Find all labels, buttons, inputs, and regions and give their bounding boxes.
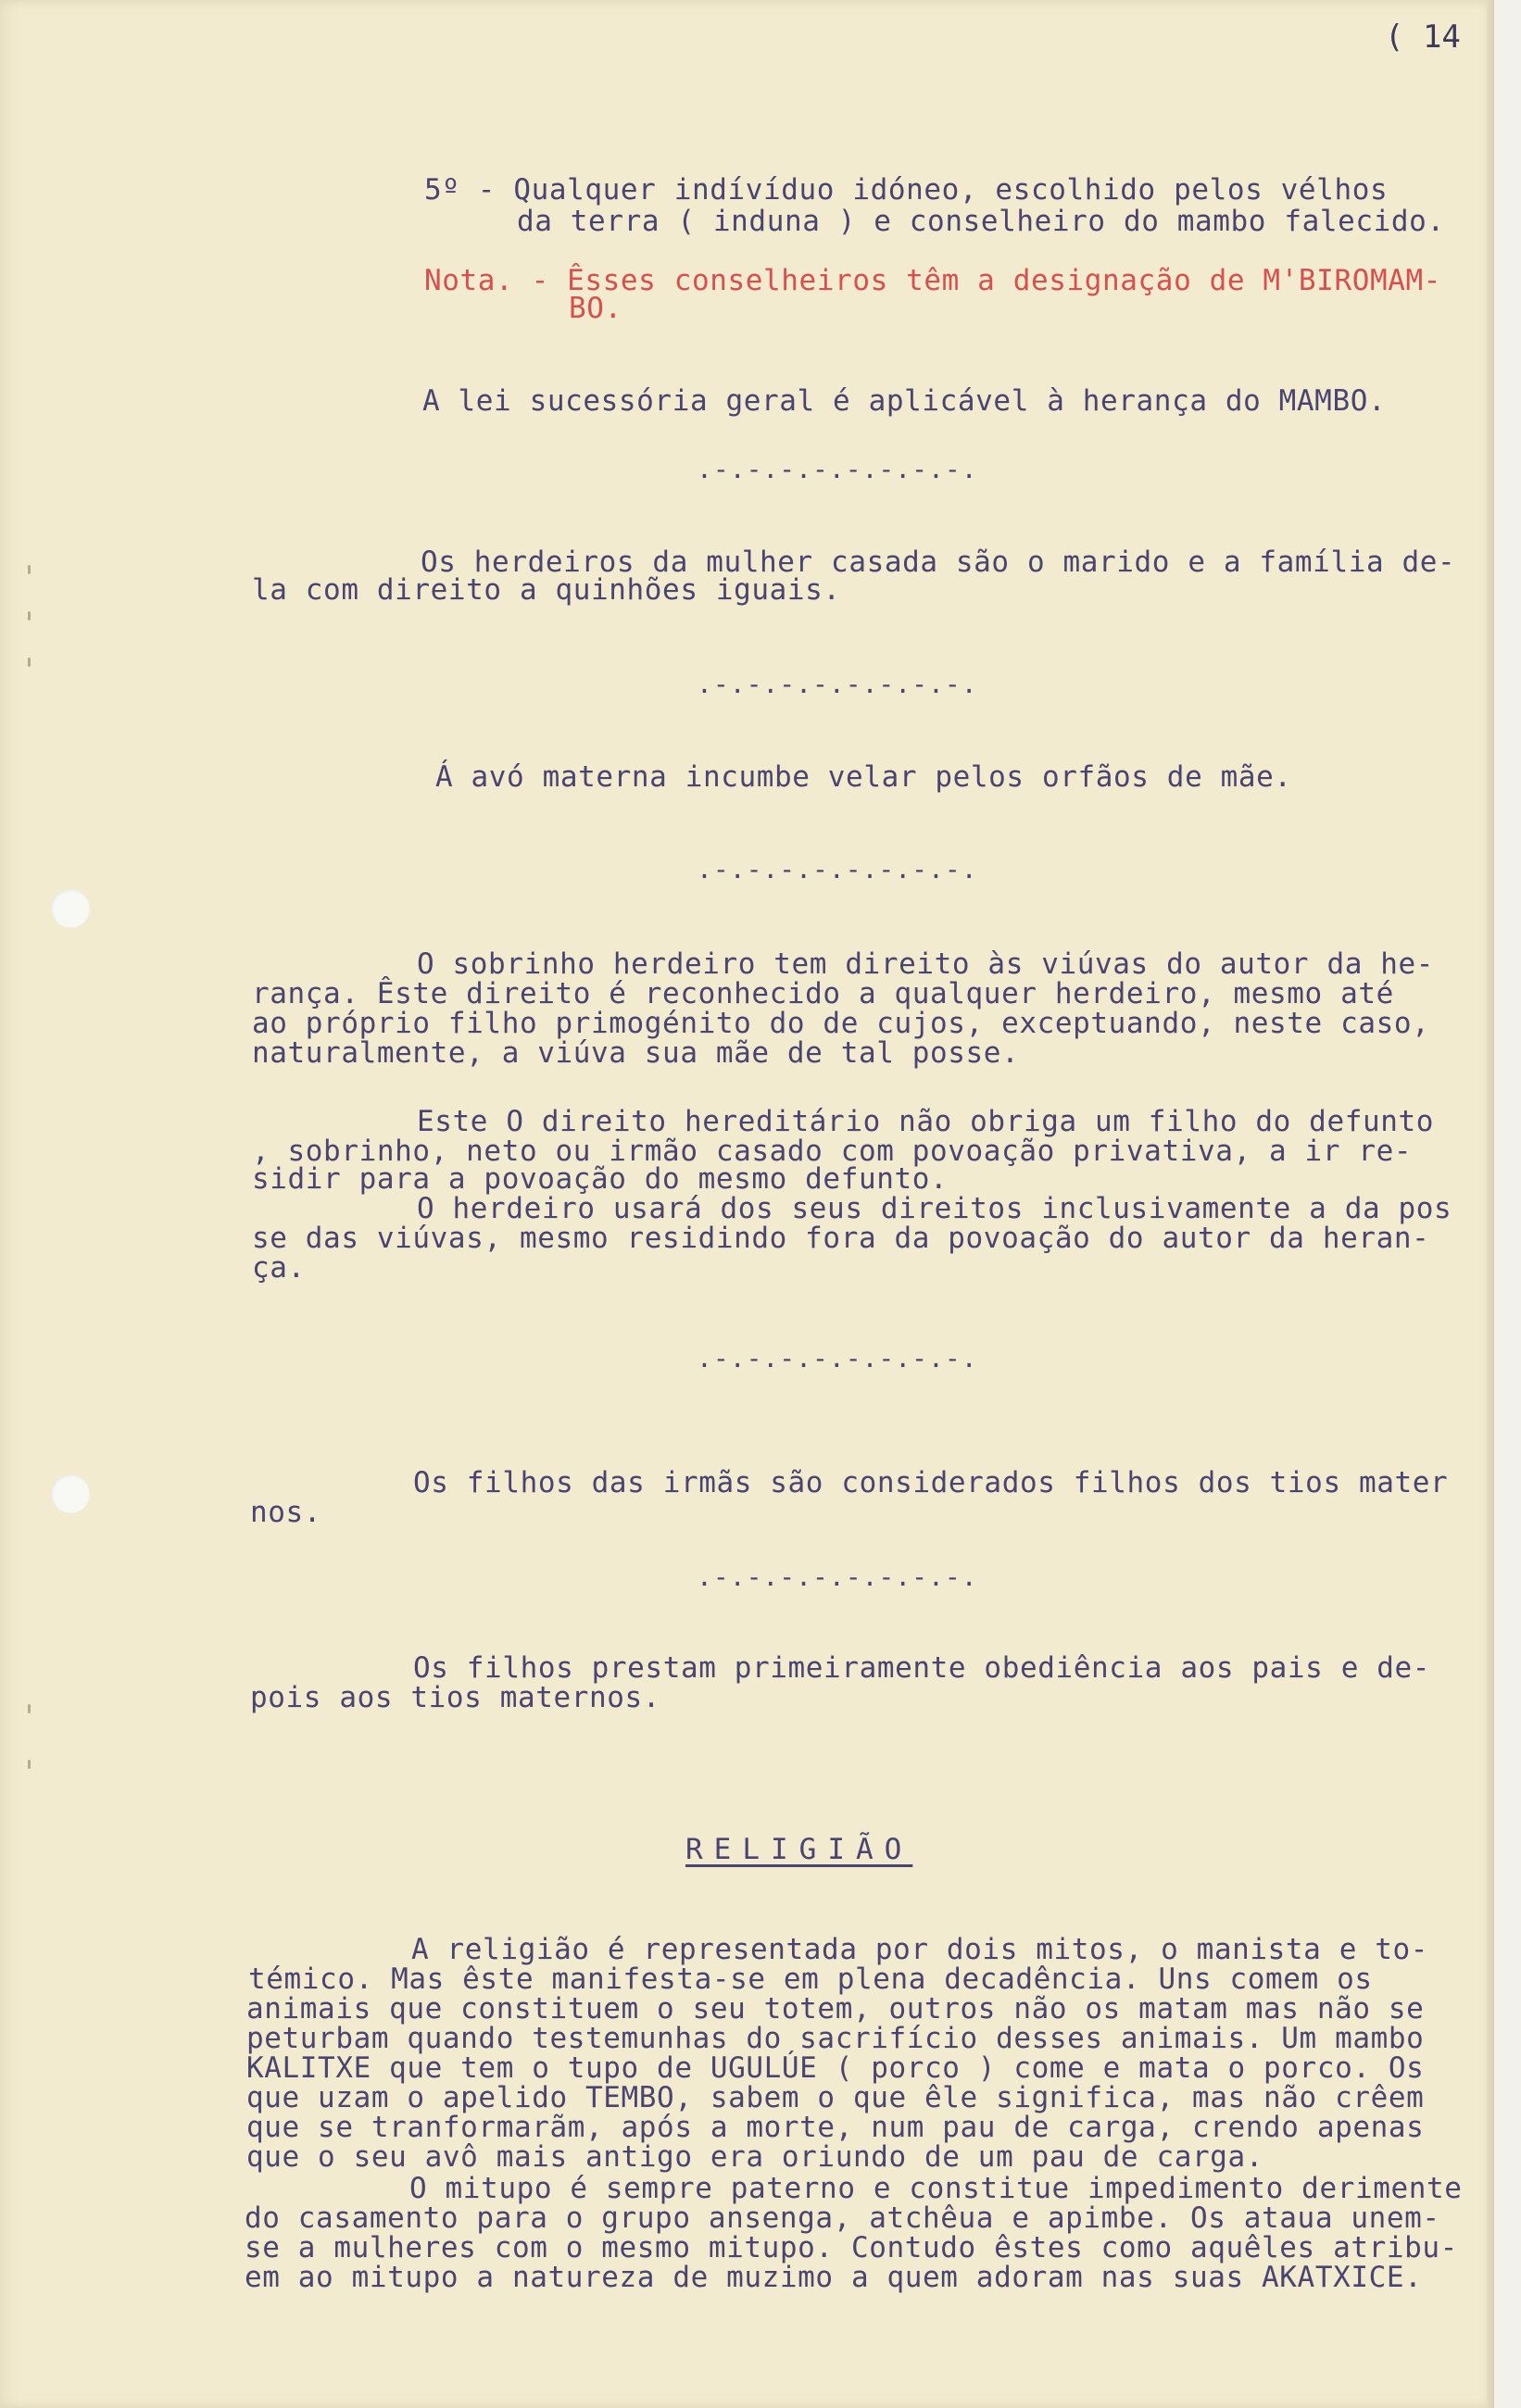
text-line: ça.	[252, 1251, 306, 1285]
text-line: pois aos tios maternos.	[250, 1681, 661, 1714]
page-number: ( 14	[1385, 19, 1461, 56]
note-line: BO.	[569, 292, 622, 325]
text-line: Os filhos das irmãs são considerados filhos dos tios mater	[413, 1466, 1449, 1499]
text-line: naturalmente, a viúva sua mãe de tal posse.	[252, 1036, 1020, 1070]
margin-mark	[28, 565, 31, 574]
text-line: em ao mitupo a natureza de muzimo a quem adoram nas suas AKATXICE.	[245, 2261, 1423, 2294]
text-line: O herdeiro usará dos seus direitos inclusivamente a da pos	[417, 1192, 1452, 1225]
page-edge	[1487, 0, 1494, 2408]
text-line: que se tranformarãm, após a morte, num pau de carga, crendo apenas	[246, 2111, 1425, 2144]
text-line: Este O direito hereditário não obriga um filho do defunto	[417, 1105, 1435, 1138]
text-line: , sobrinho, neto ou irmão casado com povoação privativa, a ir re-	[252, 1135, 1413, 1168]
separator: .-.-.-.-.-.-.-.-.	[697, 854, 978, 884]
text-line: da terra ( induna ) e conselheiro do mambo falecido.	[517, 205, 1445, 238]
separator: .-.-.-.-.-.-.-.-.	[697, 669, 978, 699]
separator: .-.-.-.-.-.-.-.-.	[697, 454, 978, 484]
text-line: que uzam o apelido TEMBO, sabem o que êle significa, mas não crêem	[246, 2081, 1425, 2114]
text-line: O mitupo é sempre paterno e constitue impedimento derimente	[409, 2172, 1463, 2205]
text-line: Os filhos prestam primeiramente obediência aos pais e de-	[413, 1651, 1431, 1685]
text-line: se a mulheres com o mesmo mitupo. Contudo êstes como aquêles atribu-	[245, 2231, 1458, 2264]
margin-mark	[28, 611, 31, 621]
text-line: se das viúvas, mesmo residindo fora da povoação do autor da heran-	[252, 1222, 1430, 1255]
text-line: Á avó materna incumbe velar pelos orfãos de mãe.	[435, 760, 1292, 794]
section-heading: RELIGIÃO	[685, 1833, 913, 1866]
text-line: 5º - Qualquer indívíduo idóneo, escolhido pelos vélhos	[424, 173, 1389, 207]
text-line: témico. Mas êste manifesta-se em plena decadência. Uns comem os	[248, 1963, 1373, 1996]
text-line: do casamento para o grupo ansenga, atchêua e apimbe. Os ataua unem-	[245, 2201, 1440, 2235]
margin-mark	[28, 1760, 31, 1769]
text-line: rança. Êste direito é reconhecido a qualquer herdeiro, mesmo até	[252, 977, 1394, 1010]
text-line: que o seu avô mais antigo era oriundo de um pau de carga.	[246, 2140, 1264, 2174]
text-line: A religião é representada por dois mitos, o manista e to-	[411, 1933, 1429, 1966]
text-line: la com direito a quinhões iguais.	[252, 573, 841, 607]
text-line: animais que constituem o seu totem, outros não os matam mas não se	[246, 1992, 1425, 2025]
text-line: A lei sucessória geral é aplicável à herança do MAMBO.	[422, 384, 1387, 418]
punch-hole-bottom	[51, 1474, 90, 1513]
punch-hole-top	[51, 889, 90, 928]
margin-mark	[28, 658, 31, 667]
text-line: Os herdeiros da mulher casada são o marido e a família de-	[421, 546, 1456, 579]
separator: .-.-.-.-.-.-.-.-.	[697, 1561, 978, 1592]
text-line: ao próprio filho primogénito do de cujos, exceptuando, neste caso,	[252, 1007, 1430, 1040]
text-line: peturbam quando testemunhas do sacrifício desses animais. Um mambo	[246, 2022, 1425, 2055]
separator: .-.-.-.-.-.-.-.-.	[697, 1343, 978, 1373]
text-line: sidir para a povoação do mesmo defunto.	[252, 1162, 949, 1196]
margin-mark	[28, 1704, 31, 1713]
text-line: KALITXE que tem o tupo de UGULÚE ( porco ) come e mata o porco. Os	[246, 2051, 1425, 2085]
note-line: Nota. - Êsses conselheiros têm a designação de M'BIROMAM-	[424, 264, 1442, 297]
text-line: nos.	[250, 1496, 322, 1529]
text-line: O sobrinho herdeiro tem direito às viúvas do autor da he-	[417, 947, 1435, 981]
